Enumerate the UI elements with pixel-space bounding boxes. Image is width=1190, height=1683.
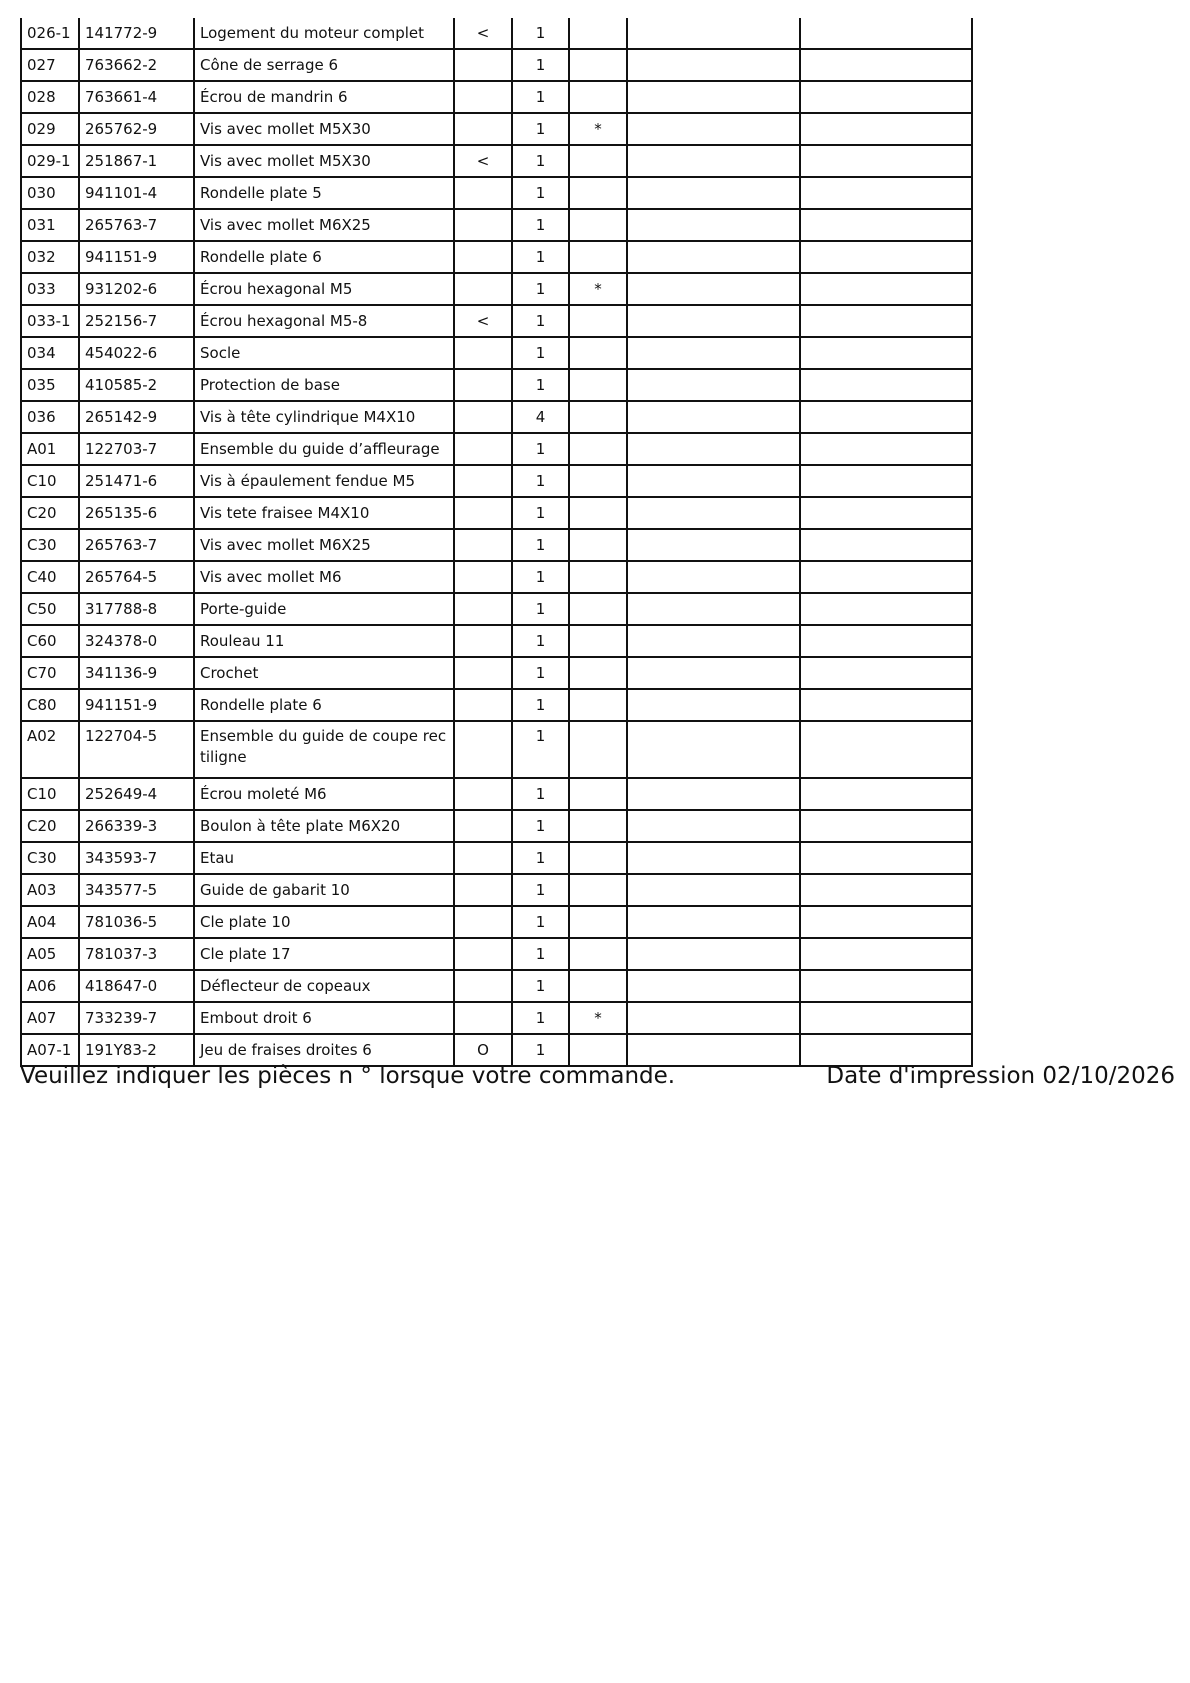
note-cell [569,810,627,842]
note-cell [569,369,627,401]
quantity-cell: 1 [512,209,569,241]
quantity-cell: 1 [512,305,569,337]
note-cell [569,778,627,810]
description-cell: Vis à tête cylindrique M4X10 [194,401,454,433]
empty-cell [627,433,800,465]
quantity-cell: 4 [512,401,569,433]
mark-cell [454,721,512,778]
note-cell [569,906,627,938]
table-row [21,273,972,305]
empty-cell [627,874,800,906]
note-cell [569,874,627,906]
empty-cell [800,18,972,49]
item-number-cell: 033-1 [21,305,79,337]
part-number-cell: 252649-4 [79,778,194,810]
empty-cell [800,906,972,938]
empty-cell [800,938,972,970]
part-number-cell: 941101-4 [79,177,194,209]
quantity-cell: 1 [512,1034,569,1066]
note-cell [569,529,627,561]
note-cell [569,561,627,593]
item-number-cell: C50 [21,593,79,625]
quantity-cell: 1 [512,906,569,938]
note-cell [569,145,627,177]
table-row [21,209,972,241]
item-number-cell: A07-1 [21,1034,79,1066]
empty-cell [627,369,800,401]
part-number-cell: 265763-7 [79,529,194,561]
table-row [21,49,972,81]
empty-cell [800,369,972,401]
table-row [21,337,972,369]
quantity-cell: 1 [512,778,569,810]
part-number-cell: 343577-5 [79,874,194,906]
table-row [21,433,972,465]
table-row [21,970,972,1002]
part-number-cell: 265762-9 [79,113,194,145]
part-number-cell: 763662-2 [79,49,194,81]
empty-cell [800,433,972,465]
table-row [21,874,972,906]
mark-cell [454,778,512,810]
mark-cell [454,810,512,842]
description-cell: Écrou hexagonal M5-8 [194,305,454,337]
note-cell [569,657,627,689]
empty-cell [800,401,972,433]
note-cell [569,305,627,337]
item-number-cell: 035 [21,369,79,401]
note-cell [569,970,627,1002]
quantity-cell: 1 [512,497,569,529]
description-cell: Vis avec mollet M6 [194,561,454,593]
description-cell: Ensemble du guide d’affleurage [194,433,454,465]
mark-cell [454,113,512,145]
part-number-cell: 763661-4 [79,81,194,113]
table-row [21,369,972,401]
empty-cell [800,465,972,497]
table-row [21,721,972,778]
empty-cell [800,273,972,305]
description-cell: Rondelle plate 6 [194,689,454,721]
item-number-cell: 028 [21,81,79,113]
empty-cell [800,593,972,625]
order-note: Veuillez indiquer les pièces n ° lorsque votre commande. [20,1063,676,1089]
quantity-cell: 1 [512,689,569,721]
description-cell: Socle [194,337,454,369]
empty-cell [627,497,800,529]
quantity-cell: 1 [512,81,569,113]
description-cell: Protection de base [194,369,454,401]
table-row [21,842,972,874]
mark-cell [454,874,512,906]
description-cell: Ensemble du guide de coupe rec tiligne [194,721,454,778]
part-number-cell: 251867-1 [79,145,194,177]
note-cell [569,209,627,241]
empty-cell [800,657,972,689]
item-number-cell: A07 [21,1002,79,1034]
empty-cell [800,209,972,241]
part-number-cell: 265763-7 [79,209,194,241]
empty-cell [627,465,800,497]
item-number-cell: A01 [21,433,79,465]
part-number-cell: 733239-7 [79,1002,194,1034]
part-number-cell: 122704-5 [79,721,194,778]
description-cell: Vis avec mollet M6X25 [194,529,454,561]
table-row [21,241,972,273]
quantity-cell: 1 [512,625,569,657]
empty-cell [627,241,800,273]
empty-cell [627,529,800,561]
empty-cell [627,625,800,657]
empty-cell [800,337,972,369]
part-number-cell: 781036-5 [79,906,194,938]
part-number-cell: 781037-3 [79,938,194,970]
part-number-cell: 410585-2 [79,369,194,401]
table-row [21,18,972,49]
mark-cell [454,625,512,657]
empty-cell [627,1002,800,1034]
empty-cell [627,177,800,209]
quantity-cell: 1 [512,938,569,970]
part-number-cell: 265764-5 [79,561,194,593]
parts-table-body [21,18,972,1066]
empty-cell [800,625,972,657]
description-cell: Etau [194,842,454,874]
table-row [21,561,972,593]
description-cell: Porte-guide [194,593,454,625]
table-row [21,305,972,337]
mark-cell [454,401,512,433]
note-cell [569,241,627,273]
item-number-cell: C60 [21,625,79,657]
quantity-cell: 1 [512,810,569,842]
description-cell: Écrou moleté M6 [194,778,454,810]
item-number-cell: C10 [21,465,79,497]
mark-cell [454,593,512,625]
quantity-cell: 1 [512,369,569,401]
table-row [21,465,972,497]
quantity-cell: 1 [512,1002,569,1034]
description-cell: Vis avec mollet M6X25 [194,209,454,241]
note-cell [569,842,627,874]
note-cell [569,497,627,529]
table-row [21,1002,972,1034]
quantity-cell: 1 [512,177,569,209]
item-number-cell: A04 [21,906,79,938]
description-cell: Rondelle plate 6 [194,241,454,273]
note-cell [569,49,627,81]
item-number-cell: A05 [21,938,79,970]
empty-cell [627,401,800,433]
item-number-cell: 029 [21,113,79,145]
description-cell: Cône de serrage 6 [194,49,454,81]
part-number-cell: 341136-9 [79,657,194,689]
empty-cell [800,721,972,778]
description-cell: Logement du moteur complet [194,18,454,49]
description-cell: Crochet [194,657,454,689]
quantity-cell: 1 [512,721,569,778]
item-number-cell: C70 [21,657,79,689]
empty-cell [627,18,800,49]
description-cell: Vis à épaulement fendue M5 [194,465,454,497]
note-cell [569,81,627,113]
empty-cell [800,689,972,721]
note-cell [569,689,627,721]
part-number-cell: 317788-8 [79,593,194,625]
description-cell: Embout droit 6 [194,1002,454,1034]
mark-cell [454,529,512,561]
part-number-cell: 931202-6 [79,273,194,305]
mark-cell: O [454,1034,512,1066]
quantity-cell: 1 [512,113,569,145]
quantity-cell: 1 [512,241,569,273]
quantity-cell: 1 [512,433,569,465]
quantity-cell: 1 [512,337,569,369]
empty-cell [800,1002,972,1034]
empty-cell [627,561,800,593]
part-number-cell: 252156-7 [79,305,194,337]
description-cell: Boulon à tête plate M6X20 [194,810,454,842]
table-row [21,938,972,970]
quantity-cell: 1 [512,561,569,593]
empty-cell [800,529,972,561]
item-number-cell: C80 [21,689,79,721]
empty-cell [800,145,972,177]
description-cell: Vis avec mollet M5X30 [194,145,454,177]
empty-cell [627,209,800,241]
empty-cell [627,721,800,778]
note-cell: * [569,1002,627,1034]
note-cell [569,938,627,970]
empty-cell [627,938,800,970]
part-number-cell: 265142-9 [79,401,194,433]
note-cell [569,721,627,778]
empty-cell [627,810,800,842]
part-number-cell: 454022-6 [79,337,194,369]
table-row [21,625,972,657]
empty-cell [627,906,800,938]
empty-cell [627,657,800,689]
description-cell: Cle plate 10 [194,906,454,938]
item-number-cell: C20 [21,497,79,529]
empty-cell [800,778,972,810]
print-date: Date d'impression 02/10/2026 [826,1063,1175,1089]
part-number-cell: 941151-9 [79,689,194,721]
mark-cell [454,842,512,874]
description-cell: Écrou de mandrin 6 [194,81,454,113]
item-number-cell: C10 [21,778,79,810]
empty-cell [627,145,800,177]
item-number-cell: A02 [21,721,79,778]
empty-cell [627,113,800,145]
table-row [21,778,972,810]
quantity-cell: 1 [512,593,569,625]
item-number-cell: A03 [21,874,79,906]
description-cell: Vis avec mollet M5X30 [194,113,454,145]
table-row [21,906,972,938]
mark-cell [454,906,512,938]
mark-cell [454,657,512,689]
description-cell: Rondelle plate 5 [194,177,454,209]
empty-cell [627,49,800,81]
mark-cell [454,561,512,593]
empty-cell [800,241,972,273]
empty-cell [627,337,800,369]
part-number-cell: 141772-9 [79,18,194,49]
part-number-cell: 122703-7 [79,433,194,465]
mark-cell [454,49,512,81]
mark-cell [454,241,512,273]
item-number-cell: 029-1 [21,145,79,177]
empty-cell [800,970,972,1002]
table-row [21,810,972,842]
mark-cell: < [454,305,512,337]
empty-cell [800,81,972,113]
mark-cell [454,337,512,369]
item-number-cell: 032 [21,241,79,273]
empty-cell [627,305,800,337]
mark-cell [454,497,512,529]
quantity-cell: 1 [512,874,569,906]
table-row [21,593,972,625]
empty-cell [627,81,800,113]
quantity-cell: 1 [512,49,569,81]
item-number-cell: 033 [21,273,79,305]
item-number-cell: C30 [21,842,79,874]
quantity-cell: 1 [512,842,569,874]
empty-cell [800,561,972,593]
empty-cell [800,874,972,906]
item-number-cell: 034 [21,337,79,369]
empty-cell [627,273,800,305]
empty-cell [627,778,800,810]
note-cell [569,625,627,657]
description-cell: Cle plate 17 [194,938,454,970]
note-cell [569,465,627,497]
table-row [21,657,972,689]
empty-cell [800,49,972,81]
item-number-cell: C20 [21,810,79,842]
table-row [21,81,972,113]
mark-cell [454,689,512,721]
empty-cell [627,842,800,874]
mark-cell [454,1002,512,1034]
table-row [21,145,972,177]
note-cell [569,593,627,625]
empty-cell [800,842,972,874]
quantity-cell: 1 [512,465,569,497]
mark-cell: < [454,145,512,177]
table-row [21,401,972,433]
empty-cell [800,177,972,209]
table-row [21,177,972,209]
empty-cell [627,970,800,1002]
part-number-cell: 251471-6 [79,465,194,497]
mark-cell [454,369,512,401]
mark-cell: < [454,18,512,49]
empty-cell [627,593,800,625]
mark-cell [454,177,512,209]
part-number-cell: 418647-0 [79,970,194,1002]
empty-cell [800,810,972,842]
description-cell: Écrou hexagonal M5 [194,273,454,305]
description-cell: Vis tete fraisee M4X10 [194,497,454,529]
parts-table [20,18,973,1067]
mark-cell [454,970,512,1002]
empty-cell [627,689,800,721]
description-cell: Déflecteur de copeaux [194,970,454,1002]
item-number-cell: 026-1 [21,18,79,49]
mark-cell [454,433,512,465]
note-cell [569,177,627,209]
item-number-cell: 031 [21,209,79,241]
note-cell: * [569,113,627,145]
part-number-cell: 265135-6 [79,497,194,529]
note-cell [569,337,627,369]
item-number-cell: C30 [21,529,79,561]
quantity-cell: 1 [512,657,569,689]
item-number-cell: 027 [21,49,79,81]
quantity-cell: 1 [512,529,569,561]
item-number-cell: 030 [21,177,79,209]
part-number-cell: 343593-7 [79,842,194,874]
description-cell: Jeu de fraises droites 6 [194,1034,454,1066]
table-row [21,113,972,145]
quantity-cell: 1 [512,273,569,305]
note-cell [569,18,627,49]
mark-cell [454,465,512,497]
item-number-cell: 036 [21,401,79,433]
mark-cell [454,273,512,305]
mark-cell [454,209,512,241]
part-number-cell: 266339-3 [79,810,194,842]
quantity-cell: 1 [512,18,569,49]
empty-cell [800,497,972,529]
part-number-cell: 324378-0 [79,625,194,657]
empty-cell [800,113,972,145]
table-row [21,529,972,561]
item-number-cell: C40 [21,561,79,593]
quantity-cell: 1 [512,145,569,177]
mark-cell [454,81,512,113]
empty-cell [800,305,972,337]
table-row [21,689,972,721]
note-cell [569,401,627,433]
item-number-cell: A06 [21,970,79,1002]
part-number-cell: 191Y83-2 [79,1034,194,1066]
quantity-cell: 1 [512,970,569,1002]
mark-cell [454,938,512,970]
part-number-cell: 941151-9 [79,241,194,273]
description-cell: Rouleau 11 [194,625,454,657]
description-cell: Guide de gabarit 10 [194,874,454,906]
note-cell [569,433,627,465]
table-row [21,497,972,529]
note-cell: * [569,273,627,305]
